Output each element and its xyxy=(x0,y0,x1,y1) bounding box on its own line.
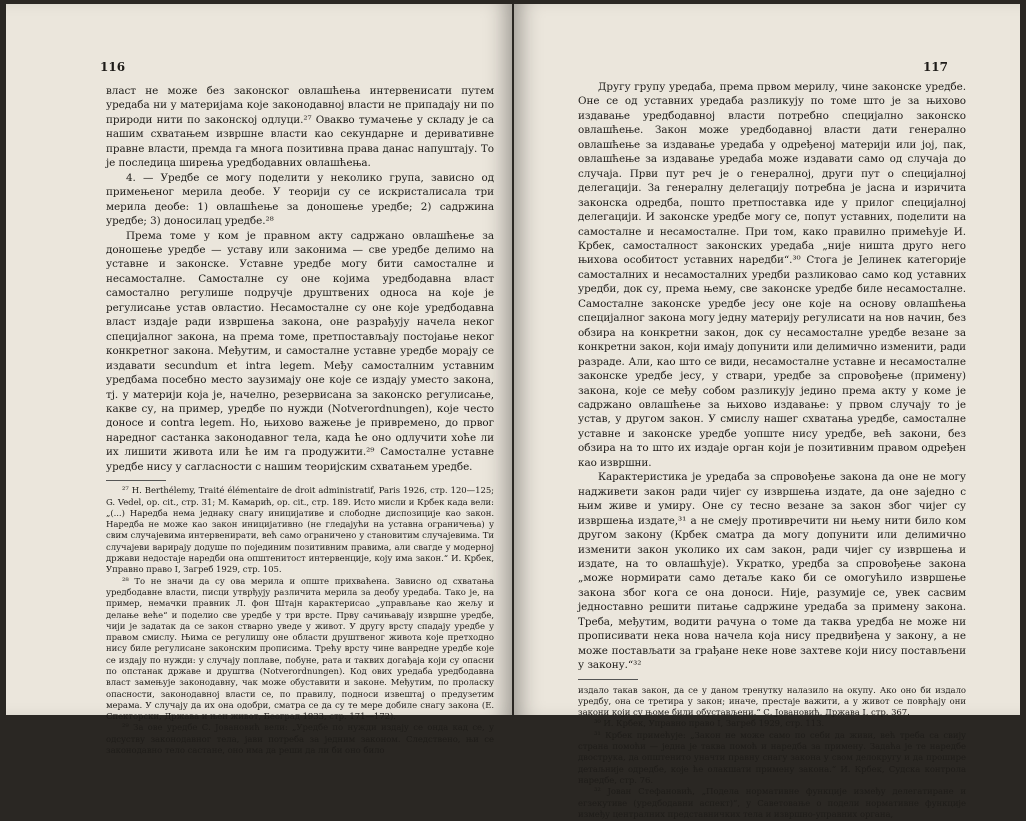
right-text-column xyxy=(578,80,966,821)
footnote: ³² Јован Стефановић, „Подела нормативне функције између делегатиране и егзекутиве (уредбодавни аспект)“, у Саветовање о подели нормативне функције између централних представничких тела и извршно-управних органа, xyxy=(578,787,966,820)
right-footnotes xyxy=(578,686,966,821)
paragraph: Према томе у ком је правном акту садржано овлашћење за доношење уредбе — уставу или законима — све уредбе делимо на уставне и законске. Уставне уредбе могу бити самосталне и несамосталне. Самосталне су оне којима уредбодавна власт самостално регулише подручје друштвених односа на које је регулисање устав овластио. Несамосталне су оне које уредбодавна власт издаје ради извршења закона, оне разрађују начела неког специјалног закона, на према томе, претпостављају постојање неког конкретног закона. Међутим, и самосталне уставне уредбе морају се издавати secundum et intra legem. Међу самосталним уставним уредбама посебно место заузимају оне које се издају уместо закона, тј. у материји која је, начелно, резервисана за законско регулисање, какве су, на пример, уредбе по нужди (Notverordnungen), које често доносе и contra legem. Но, њихово важење је привремено, до првог наредног састанка законодавног тела, када ће оно одлучити хоће ли их лишити живота или ће им га продужити.²⁹ Самосталне уставне уредбе нису у сагласности с нашим теоријским схватањем уредбе. xyxy=(106,229,494,473)
left-body-text xyxy=(106,84,494,474)
footnote-rule xyxy=(106,480,166,481)
book-spread xyxy=(6,4,1020,820)
paragraph: 4. — Уредбе се могу поделити у неколико група, зависно од примењеног мерила деобе. У теорији су се искристалисала три мерила деобе: 1) овлашћење за доношење уредбе; 2) садржина уредбе; 3) доносилац уредбе.²⁸ xyxy=(106,171,494,228)
left-text-column xyxy=(106,84,494,757)
footnote-rule xyxy=(578,679,638,680)
paragraph: Другу групу уредаба, према првом мерилу, чине законске уредбе. Оне се од уставних уредаба разликују по томе што је за њихово издавање уредбодавној власти потребно специјално законско овлашћење. Закон може уредбодавној власти дати генерално овлашћење за издавање уредаба у одређеној материји или јој, пак, овлашћење за издавање уредаба може издавати само од случаја до случаја. Први пут реч је о генералној, други пут о специјалној делегацији. За генералну делегацију потребна је јасна и изричита законска одредба, пошто претпоставка иде у прилог специјалној делегацији. И законске уредбе могу се, попут уставних, поделити на самосталне и несамосталне. При том, како правилно примећује И. Крбек, самосталност законских уредаба „није ништа друго него њихова особитост уставних наредби“.³⁰ Стога је Јелинек категорије самосталних и несамосталних уредби разликовао само код уставних уредби, док су, према њему, све законске уредбе биле несамосталне. Самосталне законске уредбе јесу оне које на основу овлашћења специјалног закона могу једну материју регулисати на нов начин, без обзира на конкретни закон, док су несамосталне уредбе везане за конкретни закон, који имају допунити или делимично изменити, ради разраде. Али, као што се види, несамосталне уставне и несамосталне законске уредбе јесу, у ствари, уредбе за спровођење (примену) закона, које се међу собом разликују једино према акту у коме је садржано овлашћење за њихово издавање: у првом случају то је устав, у другом закон. У смислу нашег схватања уредбе, самосталне уставне и законске уредбе уопште нису уредбе, већ закони, без обзира на то што их издаје орган који је позитивним правом одређен као извршни. xyxy=(578,81,966,469)
right-page xyxy=(514,4,1020,820)
page-number-left: 116 xyxy=(100,60,126,74)
footnote: ²⁸ То не значи да су ова мерила и опште прихваћена. Зависно од схватања уредбодавне власти, писци утврђују различита мерила за деобу уредаба. Тако је, на пример, немачки правник Л. фон Штајн карактерисао „управљање као жељу и делање веће“ и поделио све уредбе у три врсте. Прву сачињавају извршне уредбе, чији је задатак да се закон стварно уведе у живот. У другу врсту спадају уредбе у правом смислу. Њима се регулишу оне области друштвеног живота које претходно нису биле регулисане законским прописима. Трећу врсту чине ванредне уредбе које се издају по нужди: у случају поплаве, побуне, рата и таквих догађаја који су опасни по опстанак државе и друштва (Notverordnungen). Код ових уредаба уредбодавна власт замењује законодавну, чак може обуставити и законе. Међутим, по проласку опасности, законодавној власти се, по правилу, подноси извештај о предузетим мерама. У случају да их она одобри, сматра се да су те мере добиле снагу закона (Е. Спекторски, Држава и њен живот, Београд 1933, стр. 171—172). xyxy=(106,576,494,723)
left-footnotes xyxy=(106,486,494,757)
paragraph: Карактеристика је уредаба за спровођење закона да оне не могу надживети закон ради чијег су извршења издате, да оне заједно с њим живе и умиру. Оне су тесно везане за закон због чијег су извршења издате,³¹ а не смеју противречити ни њему нити било ком другом закону (Крбек сматра да могу допунити или делимично изменити закон уколико их сам закон, ради чијег су извршења и издате, на то овлашћује). Укратко, уредба за спровођење закона „може нормирати само детаље како би се омогућило извршење закона због кога се она доноси. Није, разумије се, увек сасвим једноставно решити питање садржине уредаба за примену закона. Треба, међутим, водити рачуна о томе да таква уредба не може ни прописивати нека нова начела која нису предвиђена у закону, а не може постављати за грађане неке нове захтеве који нису постављени у закону.“³² xyxy=(578,471,966,672)
left-page xyxy=(6,4,512,757)
footnote: ³¹ Крбек примећује: „Закон не може само по себи да живи, већ треба са свију страна помоћи — једна је таква помоћ и наредба за примену. Задаћа је те наредбе двострука, да општенито уначти правну снагу закона у свом делокругу и да прошире детаљније одредбе, које ће олакшати примену закона.“ И. Крбек, Судска контрола наредбе, стр. 76. xyxy=(578,730,966,786)
footnote: ³⁰ И. Крбек, Управно право I, Загреб 1929, стр. 113. xyxy=(594,719,825,730)
footnote: ²⁷ H. Berthélemy, Traité élémentaire de droit administratif, Paris 1926, стр. 120—125; G. Vedel, op. cit., стр. 31; М. Камарић, op. cit., стр. 189. Исто мисли и Крбек када вели: „(...) Наредба нема једнаку снагу иницијативе и слободне диспозиције као закон. Наредба не може као закон иницијативно (не гледајући на уставна ограничења) у свим случајевима интервенирати, већ само ограничено у становитим случајевима. Ти случајеви варирају додуше по појединим позитивним правима, али свагде у модерној држави недостаје наредби она општенитост интервенције, коју има закон.“ И. Крбек, Управно право I, Загреб 1929, стр. 105. xyxy=(106,486,494,576)
page-number-right: 117 xyxy=(922,60,948,74)
footnote: ²⁹ За ове уредбе С. Јовановић вели: „Уредбе по нужди издају се онда кад се, у одсуству законодавног тела, јави потреба за једним законом. Следствено, њи се законодавно тело састане, оно има да реши да ли би оно било xyxy=(106,723,494,757)
paragraph: власт не може без законског овлашћења интервенисати путем уредаба ни у материјама које законодавној власти не припадају ни по природи нити по законској одлуци.²⁷ Овакво тумачење у складу је са нашим схватањем извршне власти као секундарне и деривативне правне власти, премда га многа позитивна права данас напуштају. То је последица ширења уредбодавних овлашћења. xyxy=(106,85,494,170)
right-body-text xyxy=(578,80,966,673)
footnote: издало такав закон, да се у даном тренутку налазило на окупу. Ако оно би издало уредбу, она се третира у закон; иначе, престаје важити, а у живот се поврћају они закони који су њоме били обустављени.“ С. Јовановић, Држава I, стр. 367. xyxy=(578,685,966,719)
